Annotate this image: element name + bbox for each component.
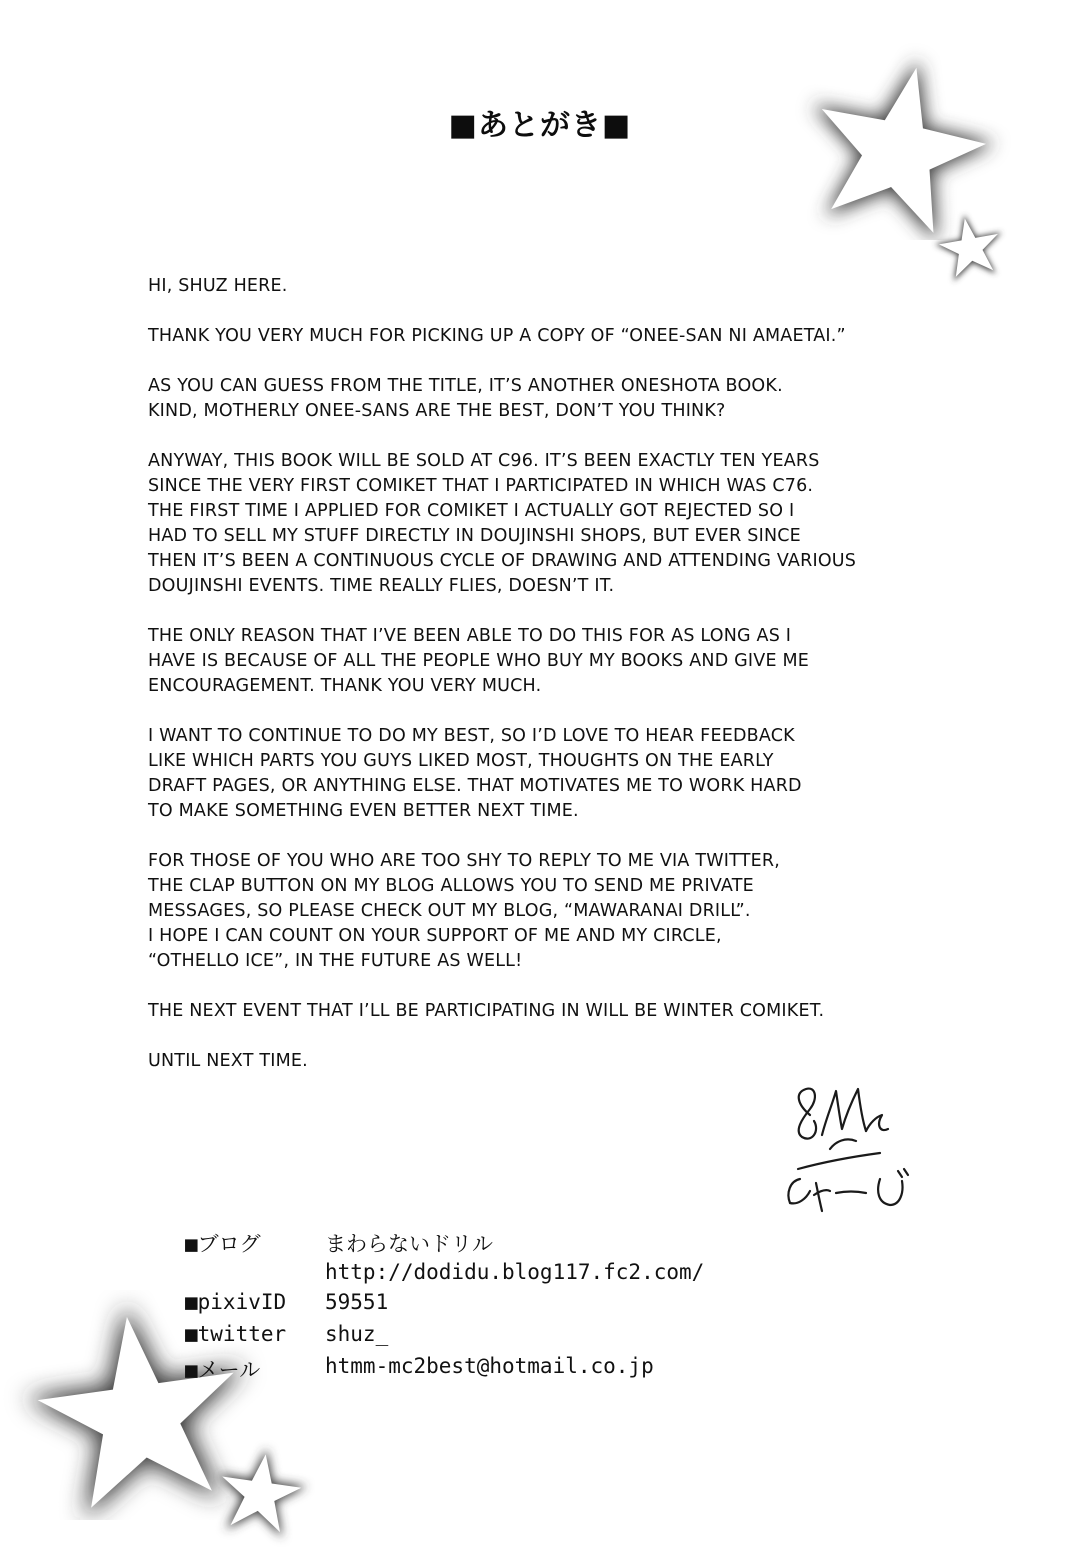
letter-paragraph <box>148 374 948 424</box>
letter-line: HAD TO SELL MY STUFF DIRECTLY IN DOUJINSHI SHOPS, BUT EVER SINCE <box>148 526 801 546</box>
blog-url-row <box>185 1260 785 1290</box>
letter-line: THE CLAP BUTTON ON MY BLOG ALLOWS YOU TO SEND ME PRIVATE <box>148 876 754 896</box>
letter-line: SINCE THE VERY FIRST COMIKET THAT I PARTICIPATED IN WHICH WAS C76. <box>148 476 814 496</box>
contact-info <box>185 1228 785 1386</box>
letter-line: I HOPE I CAN COUNT ON YOUR SUPPORT OF ME AND MY CIRCLE, <box>148 926 722 946</box>
letter-line: TO MAKE SOMETHING EVEN BETTER NEXT TIME. <box>148 801 579 821</box>
signature-icon <box>780 1075 930 1225</box>
letter-line: THANK YOU VERY MUCH FOR PICKING UP A COPY OF “ONEE-SAN NI AMAETAI.” <box>148 326 846 346</box>
letter-line: THEN IT’S BEEN A CONTINUOUS CYCLE OF DRAWING AND ATTENDING VARIOUS <box>148 551 857 571</box>
letter-line: “OTHELLO ICE”, IN THE FUTURE AS WELL! <box>148 951 523 971</box>
letter-line: ENCOURAGEMENT. THANK YOU VERY MUCH. <box>148 676 542 696</box>
letter-line: KIND, MOTHERLY ONEE-SANS ARE THE BEST, DON’T YOU THINK? <box>148 401 726 421</box>
letter-line: AS YOU CAN GUESS FROM THE TITLE, IT’S ANOTHER ONESHOTA BOOK. <box>148 376 783 396</box>
letter-line: FOR THOSE OF YOU WHO ARE TOO SHY TO REPLY TO ME VIA TWITTER, <box>148 851 780 871</box>
letter-paragraph <box>148 724 948 824</box>
letter-line: THE NEXT EVENT THAT I’LL BE PARTICIPATING IN WILL BE WINTER COMIKET. <box>148 1001 825 1021</box>
twitter-row <box>185 1322 785 1354</box>
twitter-handle: shuz_ <box>325 1322 389 1346</box>
letter-line: DOUJINSHI EVENTS. TIME REALLY FLIES, DOESN’T IT. <box>148 576 615 596</box>
letter-paragraph <box>148 999 948 1024</box>
twitter-label: ■twitter <box>185 1322 287 1346</box>
pixiv-id: 59551 <box>325 1290 389 1314</box>
letter-line: MESSAGES, SO PLEASE CHECK OUT MY BLOG, “MAWARANAI DRILL”. <box>148 901 751 921</box>
blog-name: まわらないドリル <box>325 1232 493 1256</box>
letter-line: I WANT TO CONTINUE TO DO MY BEST, SO I’D LOVE TO HEAR FEEDBACK <box>148 726 795 746</box>
letter-line: HI, SHUZ HERE. <box>148 276 288 296</box>
mail-address: htmm-mc2best@hotmail.co.jp <box>325 1354 654 1378</box>
star-small-bottom-left-icon <box>205 1440 315 1550</box>
blog-label: ■ブログ <box>185 1232 261 1256</box>
pixiv-row <box>185 1290 785 1322</box>
letter-paragraph <box>148 624 948 699</box>
letter-line: ANYWAY, THIS BOOK WILL BE SOLD AT C96. IT’S BEEN EXACTLY TEN YEARS <box>148 451 820 471</box>
page-title: ■あとがき■ <box>448 108 632 143</box>
letter-line: DRAFT PAGES, OR ANYTHING ELSE. THAT MOTIVATES ME TO WORK HARD <box>148 776 802 796</box>
letter-line: THE FIRST TIME I APPLIED FOR COMIKET I ACTUALLY GOT REJECTED SO I <box>148 501 795 521</box>
letter-line: THE ONLY REASON THAT I’VE BEEN ABLE TO DO THIS FOR AS LONG AS I <box>148 626 792 646</box>
letter-line: LIKE WHICH PARTS YOU GUYS LIKED MOST, THOUGHTS ON THE EARLY <box>148 751 774 771</box>
letter-paragraph <box>148 324 948 349</box>
letter-paragraph <box>148 1049 948 1074</box>
letter-body <box>148 274 948 1099</box>
letter-paragraph <box>148 274 948 299</box>
mail-label: ■メール <box>185 1358 261 1382</box>
pixiv-label: ■pixivID <box>185 1290 287 1314</box>
letter-line: HAVE IS BECAUSE OF ALL THE PEOPLE WHO BUY MY BOOKS AND GIVE ME <box>148 651 810 671</box>
mail-row <box>185 1354 785 1386</box>
blog-row <box>185 1228 785 1260</box>
letter-line: UNTIL NEXT TIME. <box>148 1051 308 1071</box>
letter-paragraph <box>148 849 948 974</box>
letter-paragraph <box>148 449 948 599</box>
blog-url: http://dodidu.blog117.fc2.com/ <box>325 1260 705 1284</box>
